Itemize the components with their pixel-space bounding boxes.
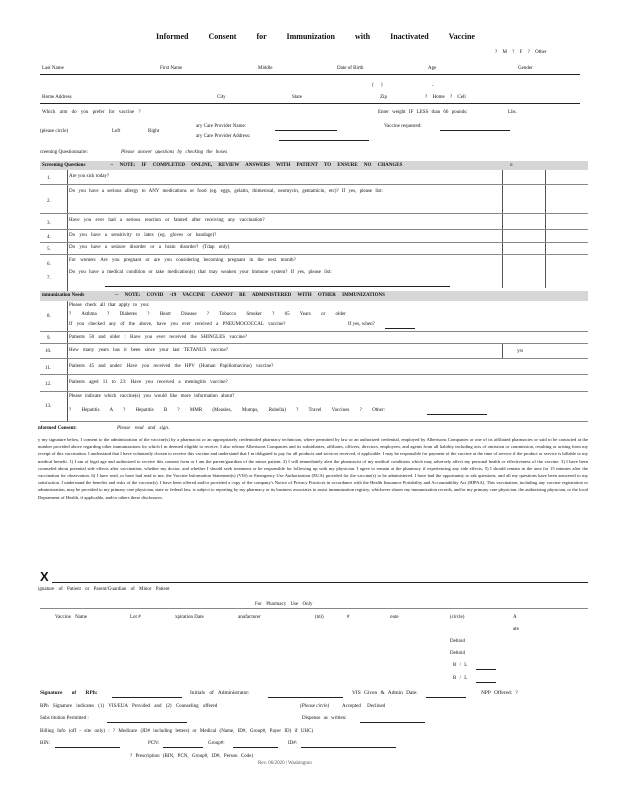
row-divider	[40, 229, 588, 230]
q9-text: Patients 50 and older : Have you ever received the SHINGLES vaccine?	[69, 335, 247, 340]
col-lot: Lot #	[130, 615, 141, 620]
please-circle-footer: (Please circle)	[300, 704, 330, 709]
col-a: A	[513, 615, 517, 620]
row-divider	[40, 254, 588, 255]
screening-no-col: o	[510, 163, 513, 168]
demo-line[interactable]	[40, 74, 580, 75]
consent-instructions: Please read and sign.	[117, 426, 170, 431]
state-label: State	[292, 95, 302, 100]
q7-number: 7.	[47, 276, 51, 281]
q10-yrs: yrs	[517, 349, 524, 354]
rl-1-line[interactable]	[476, 669, 496, 670]
q10-number: 10.	[45, 349, 52, 354]
phone-dash: -	[432, 84, 434, 89]
q3-number: 3.	[47, 221, 51, 226]
row-divider	[40, 358, 588, 359]
arm-right[interactable]: Right	[148, 129, 160, 134]
gender-label: Gender	[518, 66, 533, 71]
signature-label: ignature of Patient or Parent/Guardian of Minor Patient	[38, 587, 170, 592]
q7-text: Do you have a medical condition or take medication(s) that may weaken your immune system? If yes, please list:	[69, 270, 332, 275]
immunization-needs-title: mmunization Needs	[42, 293, 85, 298]
consent-body: y my signature below, I consent to the administration of the vaccine(s) by a pharmacist or an appropriately credentialed pharmacy technician, where permitted by law or an authorized credential, employed by Albertsons Companies or one of its affiliated pharmacies or said to be contacted at the number provided above regarding other immunizations for which I m deemed eligible to receive. I also release Albertsons Companies and its subsidiaries, affiliates, officers, directors, employees, and agents from all liability including acts of omission or commission, resulting or arising from my receipt of this vaccination. I understand that I have voluntarily chosen to receive this vaccine and understand that I m obligated to pay for all products and services received, if applicable. I may be responsible for payment of the vaccine at the time of service if the product or service is billable to my medical benefit. 1) I am of legal age and authorized to receive this consent form or I am the parent/guardian of the minor patient. 2) I will immediately alert the pharmacist of my medical conditions which may adversely affect my personal health or effectiveness of the vaccine. 3) I have been counseled about potential side effects after vaccination, whether my doctor, and whether I should seek treatment or be responsible for following up with my physician. I agree to remain at the pharmacy if experiencing any side effects; 5) I should remain in the area for 15 minutes after the vaccination for observation. 6) I have read, or have had read to me, the Vaccine Information Statement(s) (VIS) or Emergency Use Authorization (EUA) provided for the vaccine(s) to be administered. I have had the opportunity to ask questions, and all my questions have been answered to my satisfaction. I understand the benefits and risks of the vaccine(s). I have been offered and/or provided a copy of the company's Notice of Privacy Practices in accordance with the Health Insurance Portability and Accountability Act (HIPAA). This vaccination, including any vaccine registration or administration, may be provided to my primary care physician, state or federal law, is subject to reporting by my pharmacy or its business associates to assist immunization registry, whichever shares my immunization records, and/or my primary care physician, the authorizing physician, or the local Department of Health, if applicable, and/or others these disclosures.	[38, 437, 588, 500]
q4-text: Do you have a sensitivity to latex (eg. gloves or bandage)?	[69, 233, 217, 238]
rl-2[interactable]: R / L	[453, 676, 468, 681]
age-label: Age	[428, 66, 437, 71]
dispense-as-written: Dispense as written:	[302, 716, 347, 721]
q2-number: 2.	[47, 199, 51, 204]
q11-text: Patients 45 and under: Have you received the HPV (Human Papillomavirus) vaccine?	[69, 364, 274, 369]
q5-number: 5.	[47, 247, 51, 252]
q8-conditions[interactable]: ? Asthma ? Diabetes ? Heart Disease ? Tobacco Smoker ? 65 Years or older	[69, 312, 346, 317]
pcp-name-line[interactable]	[275, 130, 337, 131]
home-address-label: Home Address	[42, 95, 72, 100]
row-divider	[40, 421, 588, 422]
col-circle: (circle)	[450, 615, 465, 620]
col-expiration: xpiration Date	[175, 615, 204, 620]
vis-date-line[interactable]	[426, 697, 466, 698]
q13-line1: Please indicate which vaccine(s) you would like more information about?	[69, 394, 235, 399]
pharmacy-top-line	[40, 608, 588, 609]
q7-answer-line[interactable]	[105, 286, 450, 287]
col-ml: (ml)	[315, 615, 324, 620]
q12-text: Patients aged 11 to 23: Have you received a meningitis vaccine?	[69, 380, 228, 385]
row-divider	[40, 331, 588, 332]
vaccine-requested-label: Vaccine requested:	[384, 124, 422, 129]
q4-number: 4.	[47, 235, 51, 240]
q13-other-line[interactable]	[427, 414, 487, 415]
revision-footer: Rev. 06/2020 | Washington	[258, 761, 312, 766]
q8-when: If yes, when?	[348, 322, 375, 327]
q10-divider	[502, 344, 503, 358]
npp-offered[interactable]: NPP Offered: ?	[481, 690, 518, 696]
q11-number: 11.	[45, 366, 52, 371]
city-label: City	[217, 95, 226, 100]
row-divider	[40, 391, 588, 392]
col-ate: ate	[513, 627, 519, 632]
rph-signature-line[interactable]	[112, 697, 182, 698]
address-line[interactable]	[40, 103, 580, 104]
informed-consent-heading: nformed Consent:	[38, 426, 77, 431]
bin-line[interactable]	[55, 747, 120, 748]
deltoid-2[interactable]: Deltoid	[450, 651, 465, 656]
gender-options[interactable]: ? M ? F ? Other	[495, 50, 547, 55]
substitution-permitted: Subs titution Permitted :	[40, 716, 89, 721]
phone-type-options[interactable]: ? Home ? Cell	[425, 95, 466, 100]
pcn-label: PCN:	[148, 741, 160, 746]
col-vaccine-name: Vaccine Name	[55, 615, 88, 620]
q2-text: Do you have a serious allergy to ANY medications or food (eg. eggs, gelatin, thimerosal, neomycin, gentamicin, etc)? If yes, please list:	[69, 189, 383, 194]
pcp-name-label: ary Care Provider Name:	[196, 124, 247, 129]
pcp-address-label: ary Care Provider Address:	[196, 134, 251, 139]
q1-number: 1.	[47, 176, 51, 181]
row-divider	[40, 343, 588, 344]
signature-x: X	[40, 569, 49, 584]
zip-label: Zip	[380, 95, 387, 100]
pcp-address-line[interactable]	[279, 140, 369, 141]
col-route: oute	[390, 615, 399, 620]
initials-label: Initials of Administrator:	[190, 690, 250, 696]
substitution-line[interactable]	[107, 722, 187, 723]
q8-number: 8.	[47, 314, 51, 319]
col-hash: #	[347, 615, 350, 620]
q6-number: 6.	[47, 262, 51, 267]
dob-label: Date of Birth	[337, 66, 364, 71]
screening-questionnaire-label: creening Questionnaire:	[40, 150, 88, 155]
group-label: Group#:	[208, 741, 225, 746]
form-title: Informed Consent for Immunization with Inactivated Vaccine	[156, 32, 475, 41]
rph-signature-indicates: RPh Signature indicates (1) VIS/EUA Provided and (2) Counseling offered	[40, 704, 218, 709]
last-name-label: Last Name	[42, 66, 64, 71]
phone-paren: ( )	[372, 83, 383, 88]
arm-left[interactable]: Left	[112, 129, 121, 134]
lbs-label: Lbs.	[508, 110, 517, 115]
col-manufacturer: anufacturer	[238, 615, 261, 620]
id-line[interactable]	[301, 747, 396, 748]
signature-rph-label: Signature of RPh:	[40, 690, 98, 696]
id-label: ID#:	[288, 741, 298, 746]
q8-when-line[interactable]	[385, 328, 415, 329]
q8-line1: Please check all that apply to you:	[69, 303, 150, 308]
q10-text: How many years has it been since your last TETANUS vaccine?	[69, 348, 228, 353]
q9-number: 9.	[47, 336, 51, 341]
please-circle: (please circle)	[40, 129, 69, 134]
q13-number: 13.	[45, 404, 52, 409]
q1-text: Are you sick today?	[69, 174, 110, 179]
vaccine-requested-line[interactable]	[440, 130, 510, 131]
rl-2-line[interactable]	[476, 682, 496, 683]
group-line[interactable]	[233, 747, 278, 748]
deltoid-1[interactable]: Deltoid	[450, 639, 465, 644]
pcn-line[interactable]	[163, 747, 203, 748]
vis-given-label: VIS Given & Admin Date:	[352, 690, 418, 696]
q8-line3: If you checked any of the above, have you ever received a PNEUMOCOCCAL vaccine?	[69, 322, 286, 327]
middle-label: Middle	[258, 66, 273, 71]
first-name-label: First Name	[160, 66, 183, 71]
initials-line[interactable]	[268, 697, 343, 698]
pharmacy-use-heading: For Pharmacy Use Only	[255, 602, 313, 607]
prescription-option[interactable]: ? Prescription (BIN, PCN, Group#, ID#, Person Code)	[130, 754, 254, 759]
row-divider	[40, 242, 588, 243]
signature-line[interactable]	[52, 582, 588, 583]
screening-note: -- NOTE: IF COMPLETED ONLINE, REVIEW ANSWERS WITH PATIENT TO ENSURE NO CHANGES	[110, 163, 403, 168]
dispense-line[interactable]	[360, 722, 425, 723]
billing-info: Billing Info (off - site only) : ? Medicare (ID# including letters) or Medical (Name, ID#, Group#, Payer ID) if UHC)	[40, 729, 314, 734]
which-arm-label: Which arm do you prefer for vaccine ?	[42, 110, 141, 115]
row-divider	[40, 184, 588, 185]
weight-label: Enter weight IF LESS than 66 pounds:	[378, 110, 468, 115]
q6-text: For women: Are you pregnant or are you considering becoming pregnant in the next month?	[69, 258, 296, 263]
q3-text: Have you ever had a serious reaction or fainted after receiving any vaccination?	[69, 218, 265, 223]
accepted-declined[interactable]: Accepted Declined	[342, 704, 386, 709]
row-divider	[40, 213, 588, 214]
rl-1[interactable]: R / L	[453, 663, 468, 668]
q5-text: Do you have a seizure disorder or a brain disorder? (Tdap only)	[69, 245, 230, 250]
screening-instructions: Please answer questions by checking the boxes	[121, 150, 228, 155]
bin-label: BIN:	[40, 741, 50, 746]
row-divider	[40, 374, 588, 375]
q12-number: 12.	[45, 382, 52, 387]
q13-options[interactable]: ? Hepatitis A ? Hepatitis B ? MMR (Measles, Mumps, Rubella) ? Travel Vaccines ? Other:	[69, 408, 385, 413]
immunization-note: -- NOTE: COVID -19 VACCINE CANNOT BE ADMINISTERED WITH OTHER IMMUNIZATIONS	[115, 293, 385, 298]
screening-questions-title: Screening Questions	[42, 163, 86, 168]
